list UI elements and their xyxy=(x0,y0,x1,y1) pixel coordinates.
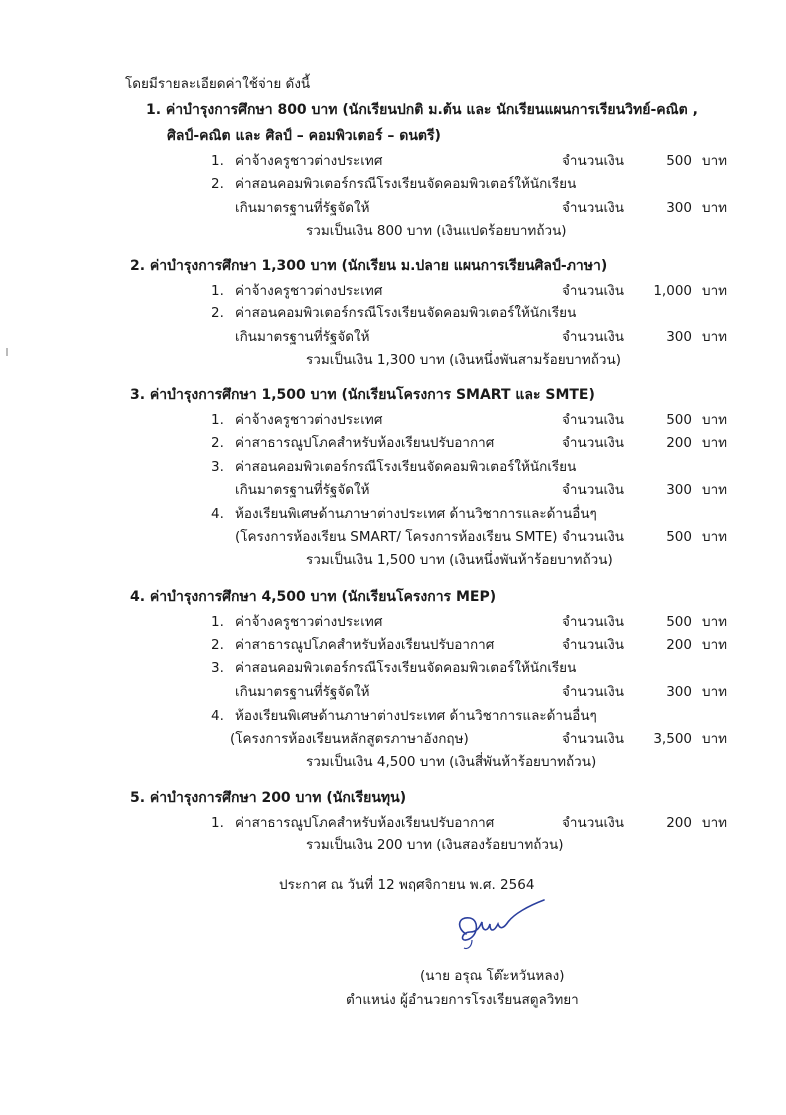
amount-unit: บาท xyxy=(702,283,728,299)
amount-label: จำนวนเงิน xyxy=(562,637,624,653)
item-text-cont: เกินมาตรฐานที่รัฐจัดให้ xyxy=(235,200,370,216)
item-text: ค่าสอนคอมพิวเตอร์กรณีโรงเรียนจัดคอมพิวเตอร์ให้นักเรียน xyxy=(235,305,577,321)
amount-unit: บาท xyxy=(702,412,728,428)
amount-label: จำนวนเงิน xyxy=(562,435,624,451)
amount-value: 300 xyxy=(666,200,692,216)
item-number: 2. xyxy=(211,435,224,451)
section-total: รวมเป็นเงิน 200 บาท (เงินสองร้อยบาทถ้วน) xyxy=(306,837,564,853)
amount-unit: บาท xyxy=(702,329,728,345)
amount-value: 200 xyxy=(666,815,692,831)
item-text: ค่าจ้างครูชาวต่างประเทศ xyxy=(235,283,383,299)
item-text-cont: เกินมาตรฐานที่รัฐจัดให้ xyxy=(235,329,370,345)
section-2-title: 2. ค่าบำรุงการศึกษา 1,300 บาท (นักเรียน ม.ปลาย แผนการเรียนศิลป์-ภาษา) xyxy=(130,258,608,274)
amount-unit: บาท xyxy=(702,200,728,216)
amount-unit: บาท xyxy=(702,815,728,831)
item-text: ห้องเรียนพิเศษด้านภาษาต่างประเทศ ด้านวิชาการและด้านอื่นๆ xyxy=(235,506,597,522)
item-number: 1. xyxy=(211,614,224,630)
amount-label: จำนวนเงิน xyxy=(562,482,624,498)
item-number: 3. xyxy=(211,459,224,475)
amount-value: 500 xyxy=(666,412,692,428)
section-1-title-cont: ศิลป์-คณิต และ ศิลป์ – คอมพิวเตอร์ – ดนตรี) xyxy=(167,128,441,144)
item-number: 2. xyxy=(211,305,224,321)
amount-label: จำนวนเงิน xyxy=(562,412,624,428)
item-text-cont: เกินมาตรฐานที่รัฐจัดให้ xyxy=(235,482,370,498)
amount-value: 200 xyxy=(666,435,692,451)
item-text-cont: (โครงการห้องเรียนหลักสูตรภาษาอังกฤษ) xyxy=(230,731,469,747)
amount-label: จำนวนเงิน xyxy=(562,529,624,545)
amount-unit: บาท xyxy=(702,731,728,747)
item-text: ค่าสาธารณูปโภคสำหรับห้องเรียนปรับอากาศ xyxy=(235,435,495,451)
announcement-date: ประกาศ ณ วันที่ 12 พฤศจิกายน พ.ศ. 2564 xyxy=(279,877,535,893)
amount-value: 500 xyxy=(666,529,692,545)
amount-value: 1,000 xyxy=(653,283,692,299)
section-total: รวมเป็นเงิน 1,500 บาท (เงินหนึ่งพันห้าร้อยบาทถ้วน) xyxy=(306,552,613,568)
item-number: 2. xyxy=(211,176,224,192)
item-number: 3. xyxy=(211,660,224,676)
amount-unit: บาท xyxy=(702,614,728,630)
item-number: 1. xyxy=(211,412,224,428)
amount-value: 500 xyxy=(666,614,692,630)
section-5-title: 5. ค่าบำรุงการศึกษา 200 บาท (นักเรียนทุน) xyxy=(130,790,407,806)
amount-label: จำนวนเงิน xyxy=(562,153,624,169)
amount-value: 300 xyxy=(666,482,692,498)
item-text: ค่าจ้างครูชาวต่างประเทศ xyxy=(235,614,383,630)
item-text: ค่าสาธารณูปโภคสำหรับห้องเรียนปรับอากาศ xyxy=(235,637,495,653)
amount-value: 3,500 xyxy=(653,731,692,747)
amount-unit: บาท xyxy=(702,684,728,700)
scan-mark xyxy=(6,348,8,356)
item-text: ห้องเรียนพิเศษด้านภาษาต่างประเทศ ด้านวิชาการและด้านอื่นๆ xyxy=(235,708,597,724)
amount-value: 500 xyxy=(666,153,692,169)
section-total: รวมเป็นเงิน 1,300 บาท (เงินหนึ่งพันสามร้อยบาทถ้วน) xyxy=(306,352,621,368)
item-number: 1. xyxy=(211,283,224,299)
item-number: 4. xyxy=(211,506,224,522)
signer-position: ตำแหน่ง ผู้อำนวยการโรงเรียนสตูลวิทยา xyxy=(346,992,579,1008)
signature-image xyxy=(448,898,548,958)
section-4-title: 4. ค่าบำรุงการศึกษา 4,500 บาท (นักเรียนโครงการ MEP) xyxy=(130,589,497,605)
amount-label: จำนวนเงิน xyxy=(562,200,624,216)
item-number: 4. xyxy=(211,708,224,724)
amount-label: จำนวนเงิน xyxy=(562,283,624,299)
section-total: รวมเป็นเงิน 800 บาท (เงินแปดร้อยบาทถ้วน) xyxy=(306,223,567,239)
item-text: ค่าสอนคอมพิวเตอร์กรณีโรงเรียนจัดคอมพิวเตอร์ให้นักเรียน xyxy=(235,176,577,192)
item-text-cont: (โครงการห้องเรียน SMART/ โครงการห้องเรียน SMTE) xyxy=(235,529,558,545)
item-text: ค่าสอนคอมพิวเตอร์กรณีโรงเรียนจัดคอมพิวเตอร์ให้นักเรียน xyxy=(235,660,577,676)
signer-name: (นาย อรุณ โต๊ะหวันหลง) xyxy=(420,968,565,984)
amount-label: จำนวนเงิน xyxy=(562,684,624,700)
intro-text: โดยมีรายละเอียดค่าใช้จ่าย ดังนี้ xyxy=(125,76,311,92)
amount-label: จำนวนเงิน xyxy=(562,614,624,630)
amount-value: 300 xyxy=(666,684,692,700)
section-1-title: 1. ค่าบำรุงการศึกษา 800 บาท (นักเรียนปกติ ม.ต้น และ นักเรียนแผนการเรียนวิทย์-คณิต , xyxy=(146,102,698,118)
amount-unit: บาท xyxy=(702,153,728,169)
amount-label: จำนวนเงิน xyxy=(562,815,624,831)
item-number: 2. xyxy=(211,637,224,653)
amount-unit: บาท xyxy=(702,529,728,545)
item-text: ค่าสอนคอมพิวเตอร์กรณีโรงเรียนจัดคอมพิวเตอร์ให้นักเรียน xyxy=(235,459,577,475)
amount-label: จำนวนเงิน xyxy=(562,731,624,747)
amount-label: จำนวนเงิน xyxy=(562,329,624,345)
item-text: ค่าจ้างครูชาวต่างประเทศ xyxy=(235,153,383,169)
section-total: รวมเป็นเงิน 4,500 บาท (เงินสี่พันห้าร้อยบาทถ้วน) xyxy=(306,754,597,770)
amount-unit: บาท xyxy=(702,637,728,653)
amount-value: 200 xyxy=(666,637,692,653)
item-text: ค่าจ้างครูชาวต่างประเทศ xyxy=(235,412,383,428)
item-text: ค่าสาธารณูปโภคสำหรับห้องเรียนปรับอากาศ xyxy=(235,815,495,831)
section-3-title: 3. ค่าบำรุงการศึกษา 1,500 บาท (นักเรียนโครงการ SMART และ SMTE) xyxy=(130,387,595,403)
item-number: 1. xyxy=(211,815,224,831)
item-text-cont: เกินมาตรฐานที่รัฐจัดให้ xyxy=(235,684,370,700)
amount-unit: บาท xyxy=(702,482,728,498)
amount-value: 300 xyxy=(666,329,692,345)
amount-unit: บาท xyxy=(702,435,728,451)
item-number: 1. xyxy=(211,153,224,169)
